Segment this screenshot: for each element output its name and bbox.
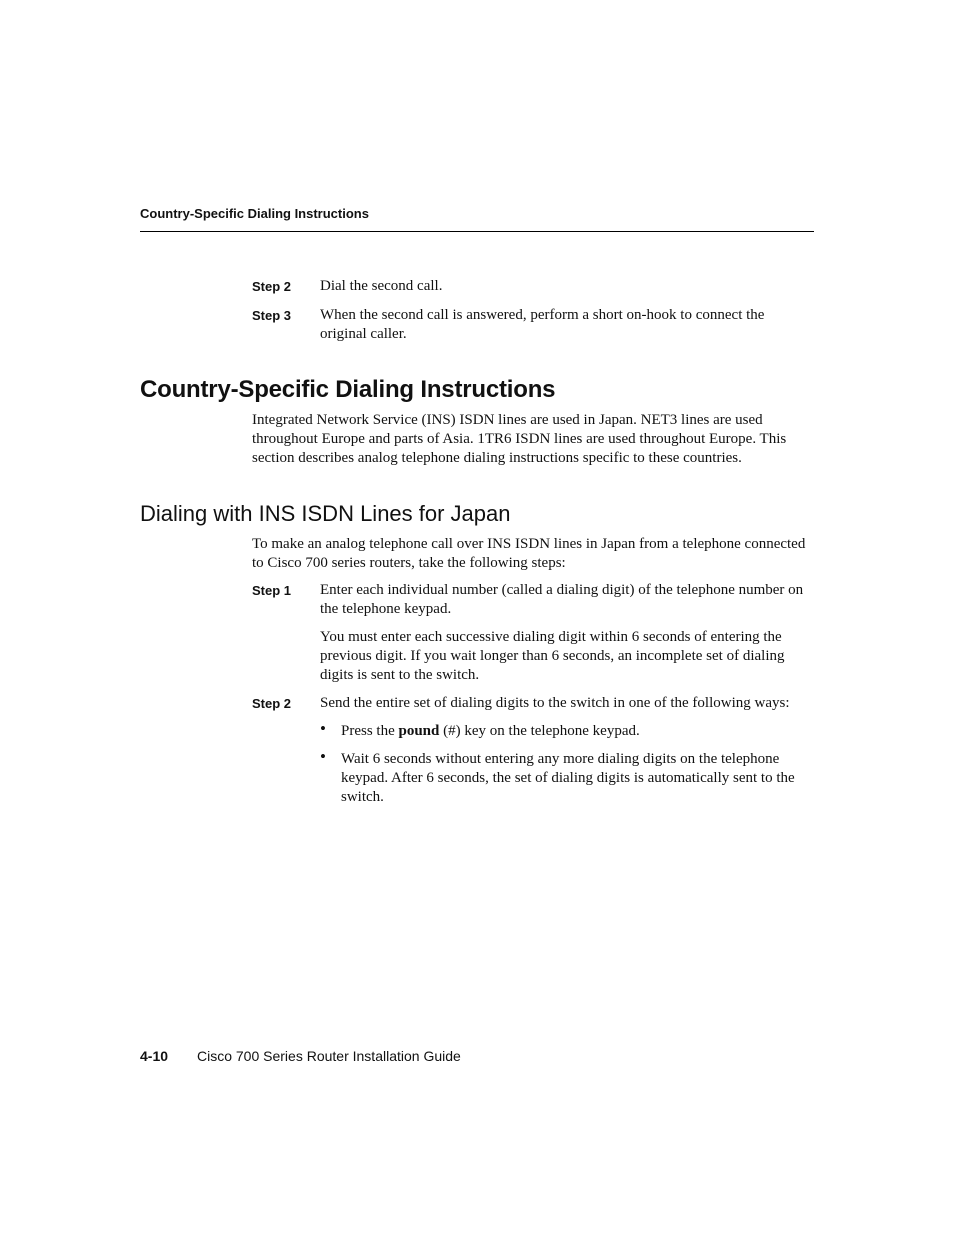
running-header: Country-Specific Dialing Instructions (140, 206, 369, 221)
section-paragraph: Integrated Network Service (INS) ISDN lines are used in Japan. NET3 lines are used throughout Europe and parts of Asia. 1TR6 ISDN lines are used throughout Europe. This section describes analog telephone dialing instructions specific to these countries. (252, 412, 787, 466)
subsection-intro: To make an analog telephone call over INS ISDN lines in Japan from a telephone connected to Cisco 700 series routers, take the following steps: (252, 536, 806, 571)
step-label: Step 1 (252, 583, 292, 598)
subsection-heading: Dialing with INS ISDN Lines for Japan (140, 501, 511, 526)
section-heading: Country-Specific Dialing Instructions (140, 376, 556, 403)
bullet-text-prefix: Press the (341, 723, 399, 739)
bullet-text-suffix: (#) key on the telephone keypad. (439, 723, 640, 739)
step-label: Step 2 (252, 279, 292, 294)
step-label: Step 3 (252, 308, 292, 323)
bullet-text-bold: pound (398, 723, 440, 739)
page-number: 4-10 (140, 1048, 169, 1064)
header-rule (140, 231, 814, 232)
bullet-text (341, 722, 814, 741)
step-text: Send the entire set of dialing digits to the switch in one of the following ways: (320, 695, 790, 711)
bullet-text: Wait 6 seconds without entering any more dialing digits on the telephone keypad. After 6 seconds, the set of dialing digits is automatically sent to the switch. (341, 751, 795, 805)
step-label: Step 2 (252, 696, 292, 711)
book-title: Cisco 700 Series Router Installation Guide (197, 1048, 461, 1064)
step-text: Dial the second call. (320, 278, 443, 294)
bullet-icon: • (320, 747, 326, 766)
step-note: You must enter each successive dialing digit within 6 seconds of entering the previous digit. If you wait longer than 6 seconds, an incomplete set of dialing digits is sent to the switch. (320, 629, 785, 683)
step-text: Enter each individual number (called a dialing digit) of the telephone number on the telephone keypad. (320, 582, 804, 617)
step-text: When the second call is answered, perform a short on-hook to connect the original caller. (320, 307, 765, 342)
bullet-icon: • (320, 719, 326, 738)
